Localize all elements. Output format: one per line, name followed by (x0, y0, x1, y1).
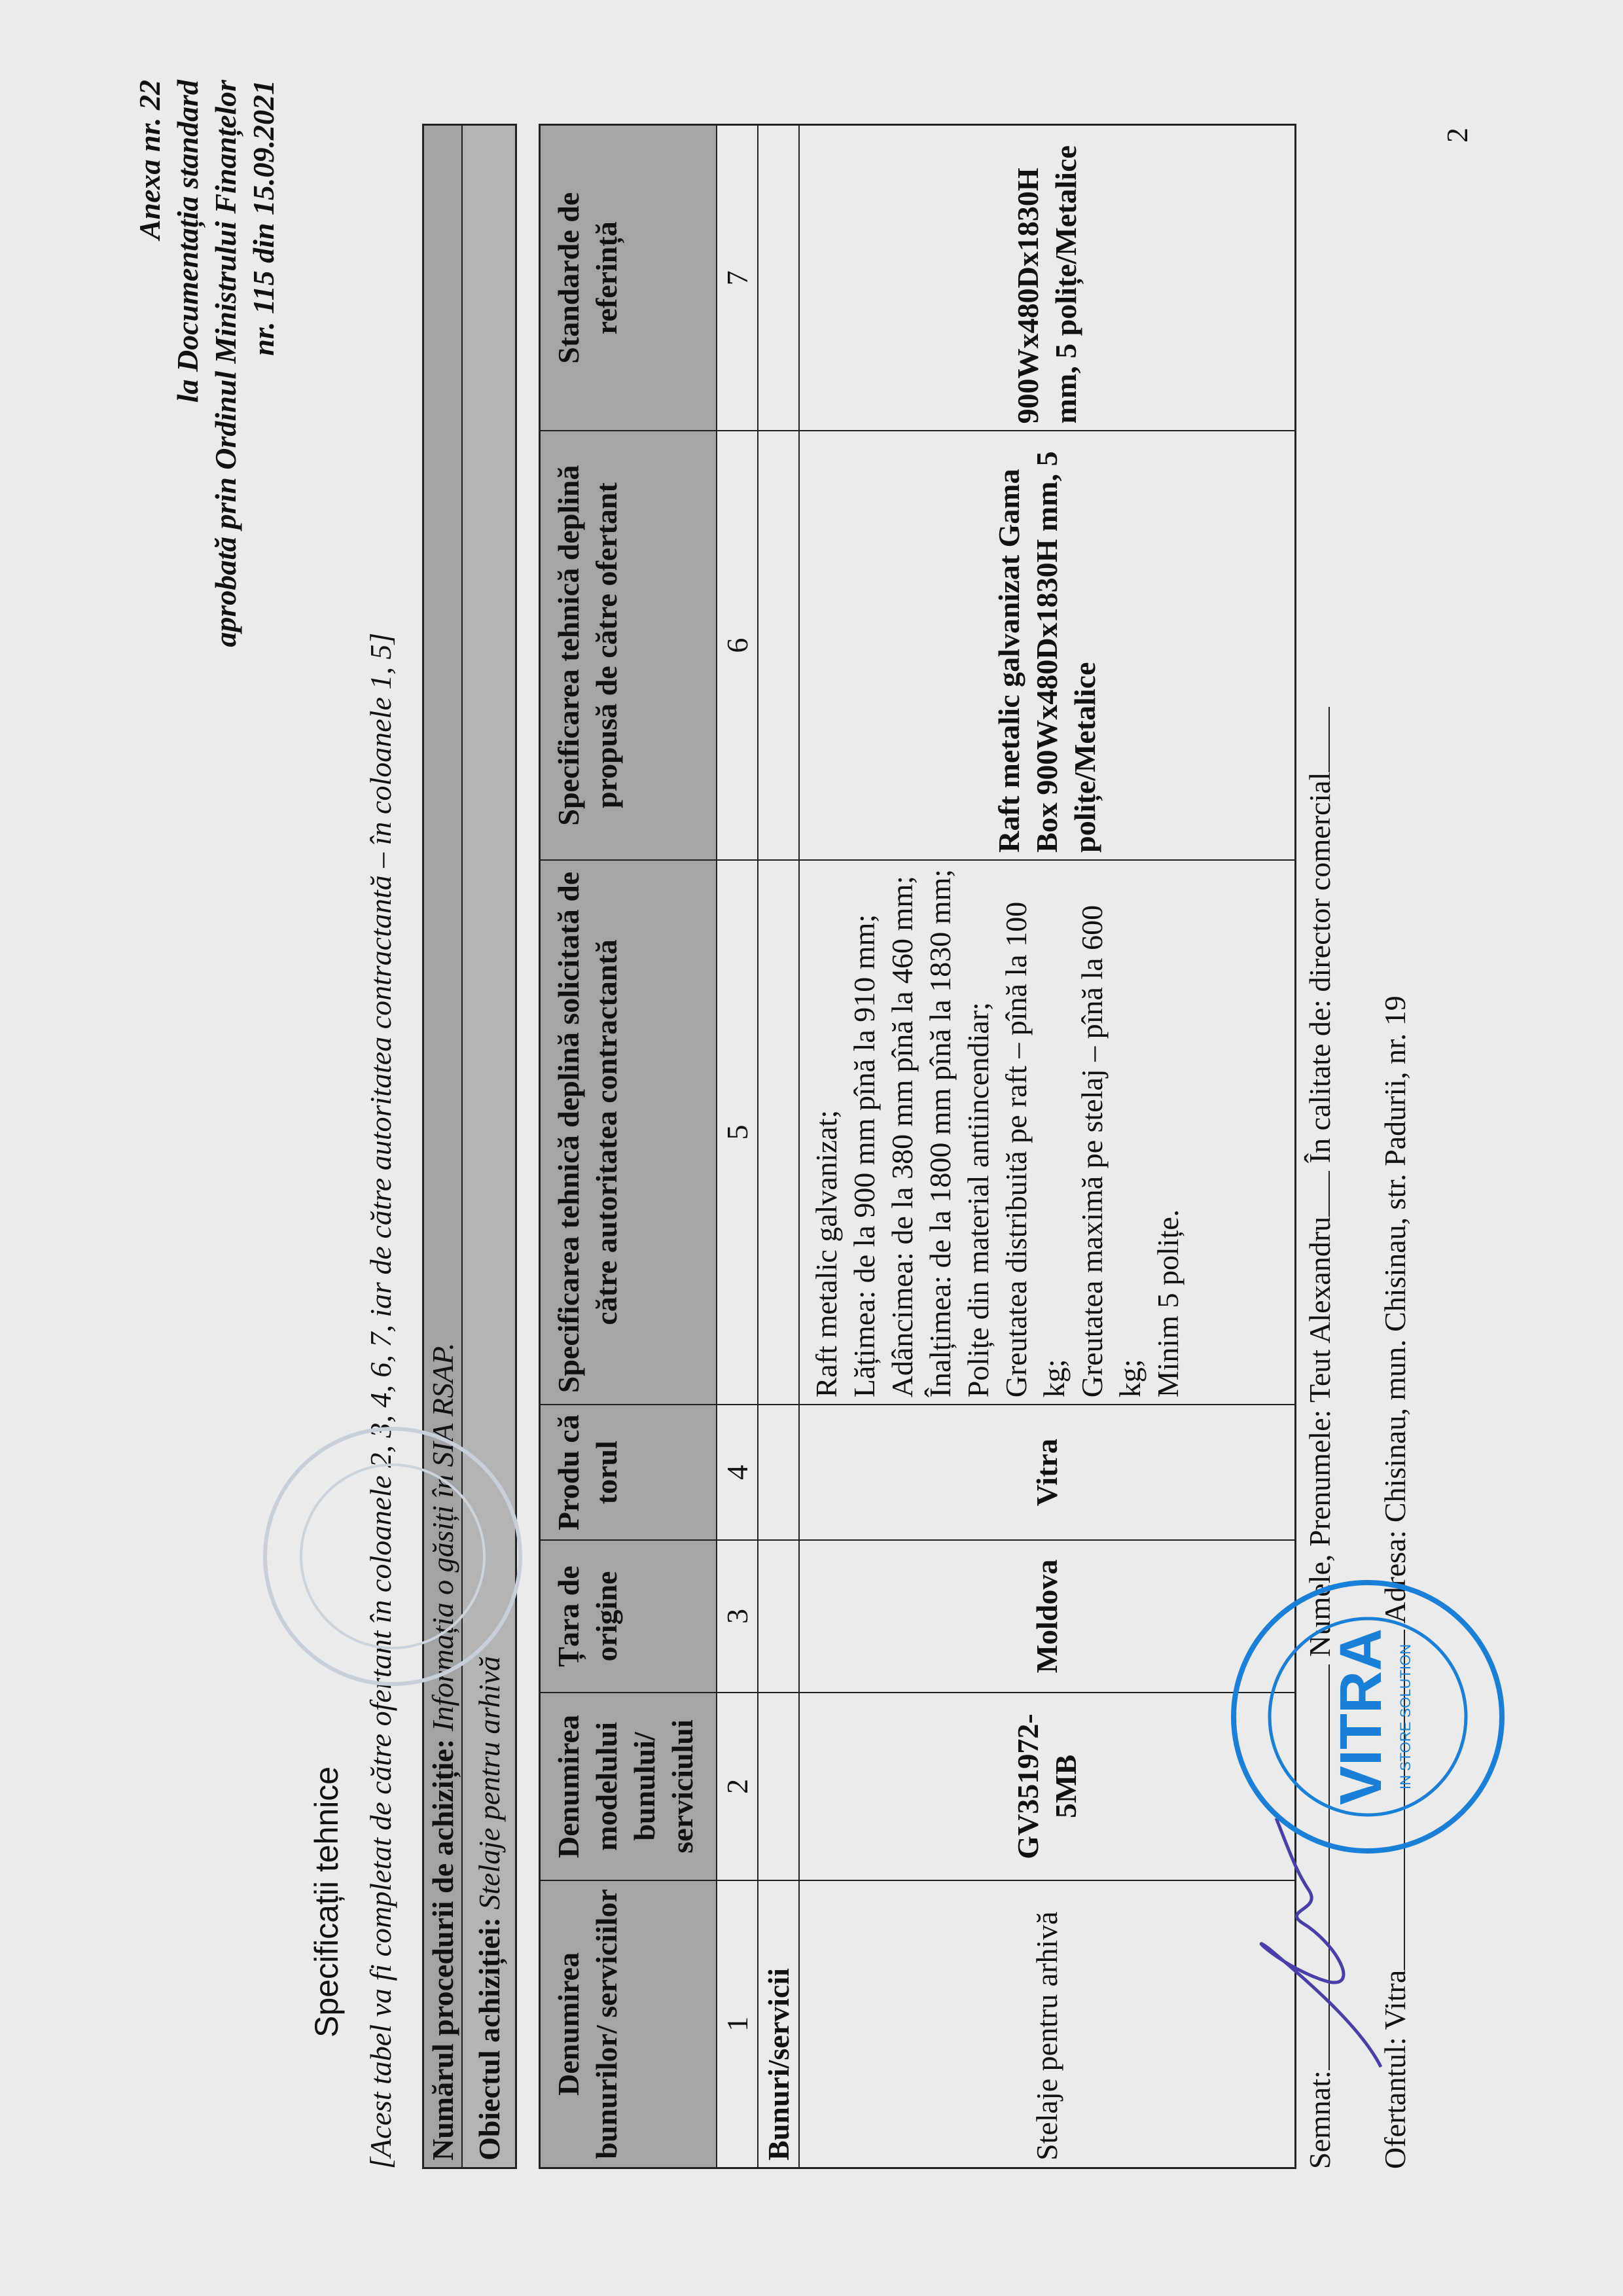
procedure-number-cell (423, 125, 463, 2168)
offerer-value: Vitra (1378, 1969, 1412, 2030)
svg-text:VITRA: VITRA (1329, 1628, 1394, 1805)
page-title: Specificații tehnice (308, 1766, 345, 2037)
procedure-number-label: Numărul procedurii de achiziție: (426, 1738, 459, 2161)
spec-line: Înalțimea: de la 1800 mm pînă la 1830 mm; (923, 869, 957, 1398)
specification-table (539, 124, 1296, 2169)
producer: Vitra (799, 1405, 1296, 1540)
name-label: Numele, Prenumele: (1303, 1409, 1336, 1657)
spec-line: Polițe din material antiincendiar; (961, 1002, 995, 1398)
blank (1302, 707, 1330, 772)
empty-cell (758, 1693, 799, 1880)
offerer-label: Ofertantul: (1378, 2037, 1412, 2169)
spec-line: Greutatea distribuită pe raft – pînă la 100 kg; (999, 901, 1071, 1398)
column-header: Specificarea tehnică deplină solicitată de către autoritatea contractantă (540, 860, 717, 1405)
column-number: 5 (717, 860, 758, 1405)
svg-text:IN STORE SOLUTION: IN STORE SOLUTION (1397, 1643, 1414, 1790)
spec-line: Adâncimea: de la 380 mm pînă la 460 mm; (885, 876, 919, 1398)
procurement-object-cell (462, 125, 516, 2168)
faded-stamp-icon (255, 1419, 530, 1694)
annex-line: aprobată prin Ordinul Ministrului Finanțelor (209, 80, 242, 647)
spec-line: Lățimea: de la 900 mm pînă la 910 mm; (847, 914, 881, 1398)
spec-line: Minim 5 polițe. (1151, 1209, 1185, 1398)
empty-cell (758, 1540, 799, 1693)
column-number: 3 (717, 1540, 758, 1693)
empty-cell (758, 860, 799, 1405)
column-number: 6 (717, 431, 758, 859)
annex-line: la Documentația standard (171, 80, 204, 403)
table-row (799, 125, 1296, 2168)
instruction-note: [Acest tabel va fi completat de către ofertant în coloanele 2, 3, 4, 6, 7, iar de către autoritatea contractantă – în coloanele 1, 5] (364, 632, 397, 2169)
annex-header (131, 80, 283, 647)
column-header: Specificarea tehnică deplină propusă de către ofertant (540, 431, 717, 859)
empty-cell (758, 125, 799, 431)
annex-line: nr. 115 din 15.09.2021 (247, 80, 280, 356)
procedure-number-value: Informația o găsiți în SIA RSAP. (426, 1342, 459, 1732)
column-number: 1 (717, 1880, 758, 2168)
signed-label: Semnat: (1303, 2070, 1336, 2169)
proposed-specification: Raft metalic galvanizat Gama Box 900Wx480Dx1830H mm, 5 polițe/Metalice (799, 431, 1296, 859)
empty-cell (758, 431, 799, 859)
spec-line: Greutatea maximă pe stelaj – pînă la 600 kg; (1075, 905, 1147, 1398)
annex-line: Anexa nr. 22 (133, 80, 166, 240)
column-header: Țara de origine (540, 1540, 717, 1693)
goods-name: Stelaje pentru arhivă (799, 1880, 1296, 2168)
country-of-origin: Moldova (799, 1540, 1296, 1693)
column-header: Denumirea bunurilor/ serviciilor (540, 1880, 717, 2168)
column-number: 4 (717, 1405, 758, 1540)
column-header: Produ că torul (540, 1405, 717, 1540)
empty-cell (758, 1405, 799, 1540)
spec-line: Raft metalic galvanizat; (810, 1109, 843, 1398)
company-stamp-icon (1227, 1576, 1508, 1857)
role-label: În calitate de: (1303, 999, 1336, 1164)
reference-standards: 900Wx480Dx1830H mm, 5 polițe/Metalice (799, 125, 1296, 431)
column-header: Denumirea modelului bunului/ serviciului (540, 1693, 717, 1880)
blank (1302, 1171, 1330, 1217)
requested-specification (799, 860, 1296, 1405)
role-value: director comercial (1303, 772, 1336, 992)
procurement-object-label: Obiectul achiziției: (472, 1917, 506, 2161)
address-label: Adresa: (1378, 1530, 1412, 1624)
procedure-info-table (422, 124, 517, 2169)
procurement-object-value: Stelaje pentru arhivă (472, 1656, 506, 1910)
page-number: 2 (1440, 128, 1474, 143)
name-value: Teut Alexandru (1303, 1216, 1336, 1403)
column-number: 7 (717, 125, 758, 431)
section-label: Bunuri/servicii (758, 1880, 799, 2168)
column-number: 2 (717, 1693, 758, 1880)
address-value: Chisinau, mun. Chisinau, str. Padurii, nr. 19 (1378, 996, 1412, 1523)
column-header: Standarde de referință (540, 125, 717, 431)
model-name: GV351972-5MB (799, 1693, 1296, 1880)
